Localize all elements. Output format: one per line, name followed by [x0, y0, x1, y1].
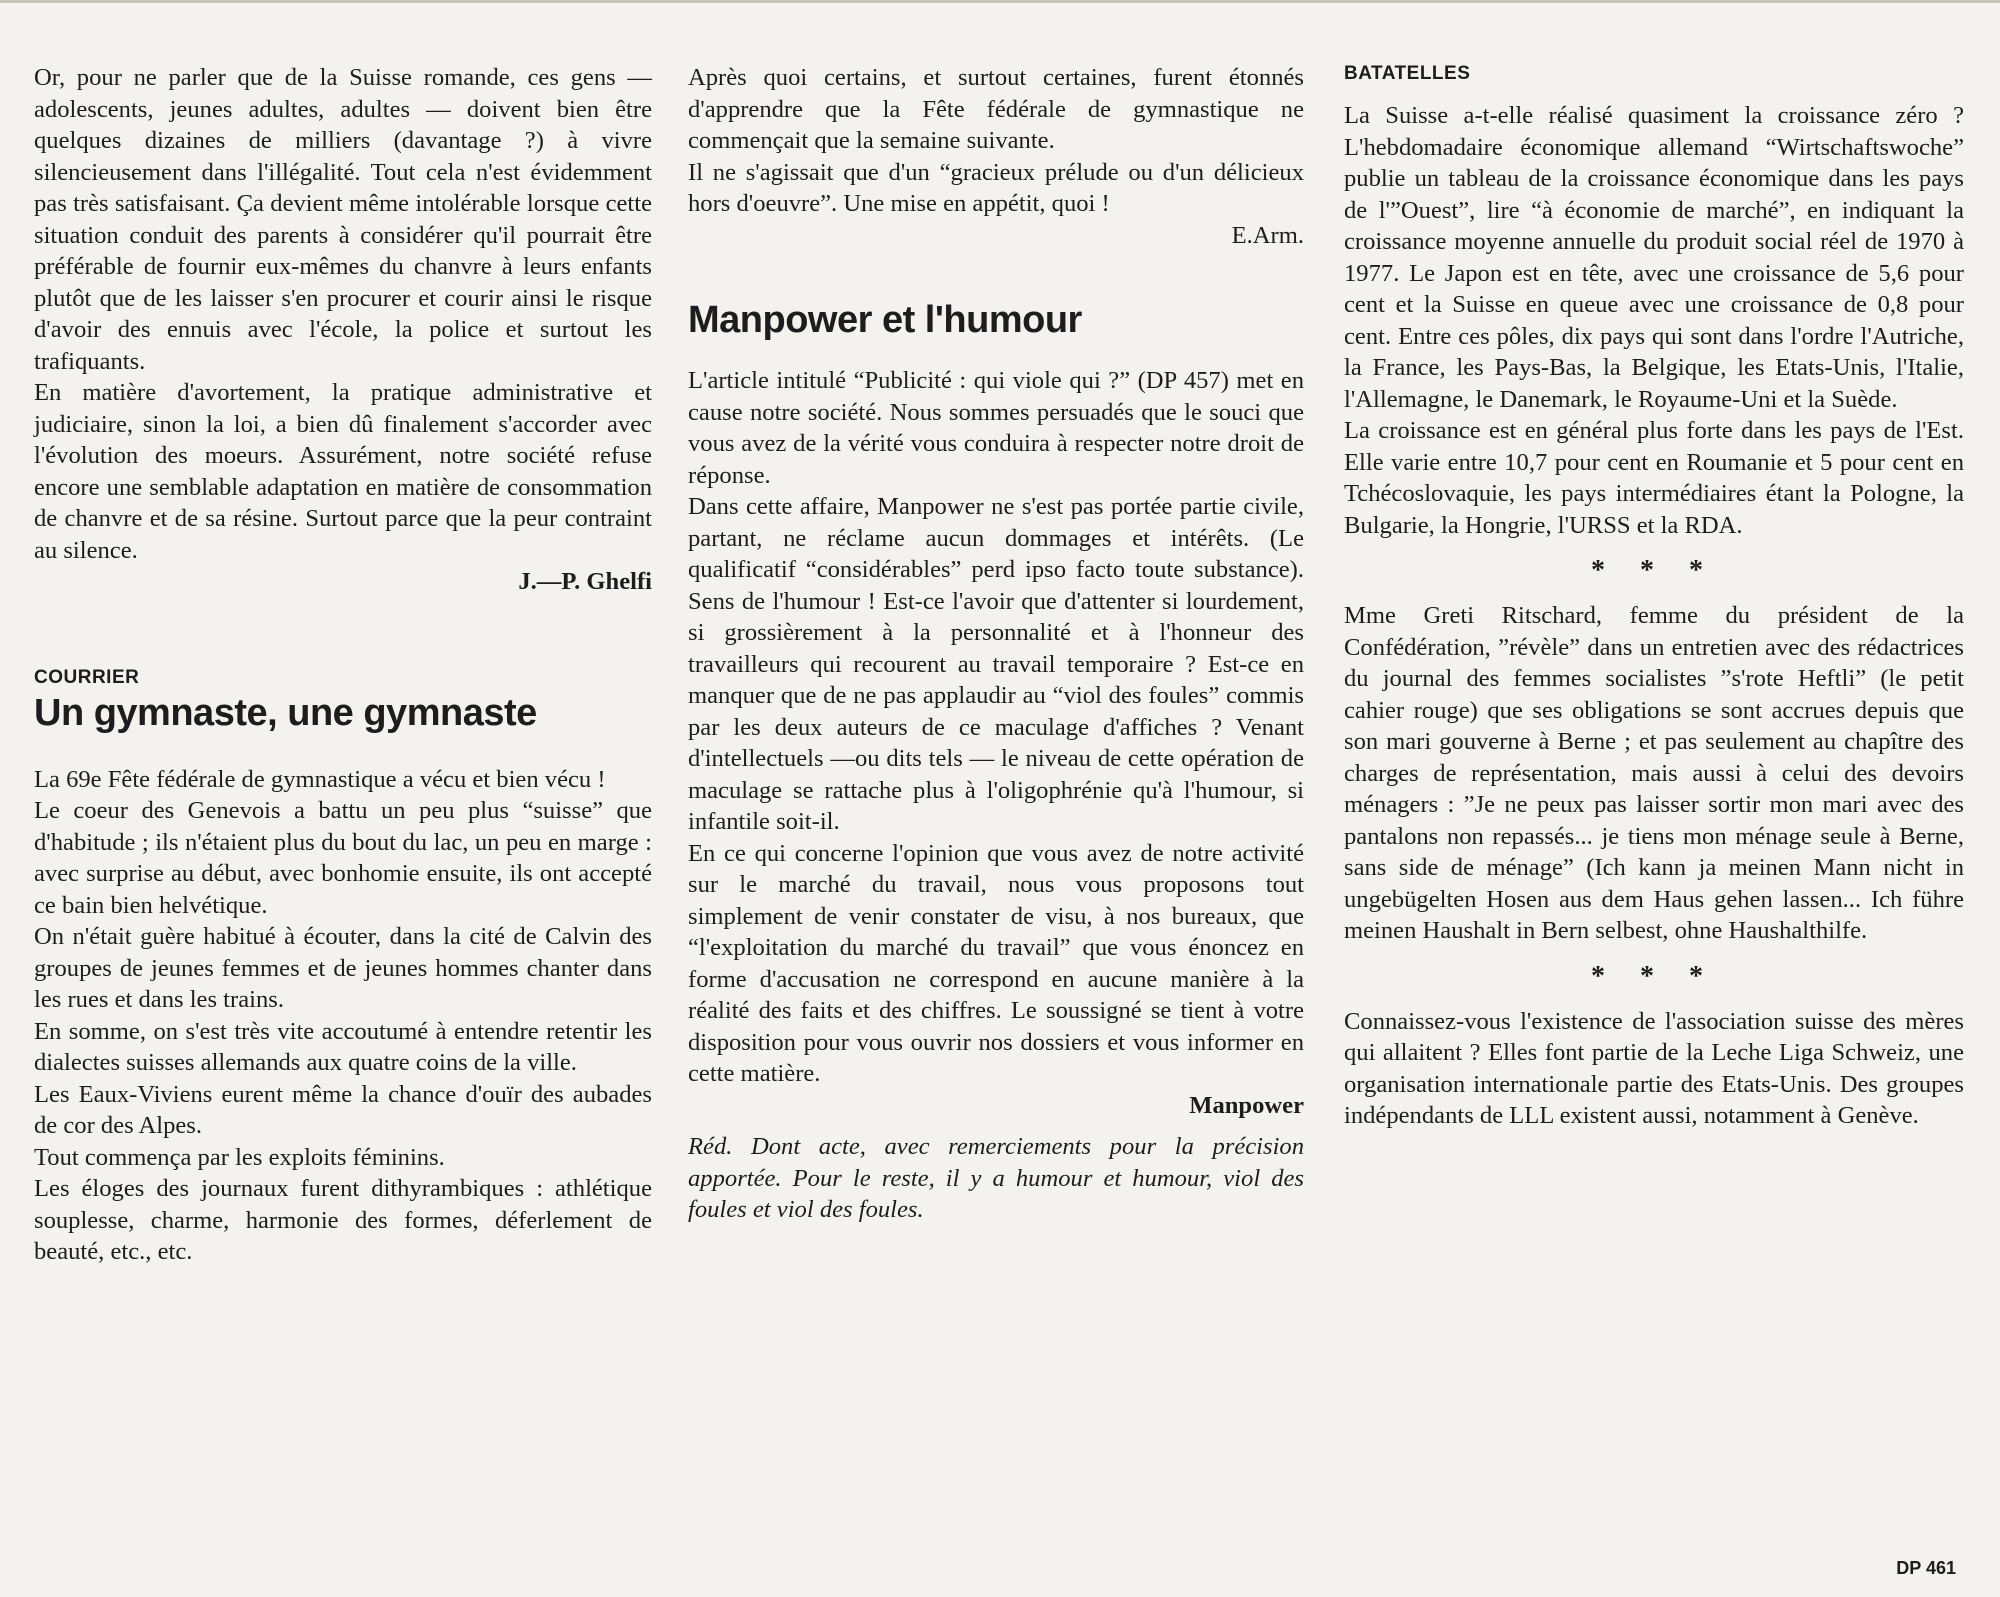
paragraph: L'article intitulé “Publicité : qui viole qui ?” (DP 457) met en cause notre société. Nous sommes persuadés que le souci que vous avez de la vérité vous conduira à respecter notre droit de réponse.: [688, 367, 1304, 489]
signature: Manpower: [1189, 1091, 1304, 1119]
paragraph: Tout commença par les exploits féminins.: [34, 1143, 445, 1171]
paragraph: En ce qui concerne l'opinion que vous avez de notre activité sur le marché du travail, nous vous proposons tout simplement de venir constater de visu, à nos bureaux, que “l'exploitation du marché du travail” que vous énoncez en forme d'accusation ne correspond en aucune manière à la réalité des faits et des chiffres. Le soussigné se tient à votre disposition pour vous ouvrir nos dossiers et vous informer en cette matière.: [688, 839, 1304, 1087]
paragraph: En somme, on s'est très vite accoutumé à entendre retentir les dialectes suisses allemands aux quatre coins de la ville.: [34, 1017, 652, 1076]
section-kicker: BATATELLES: [1344, 63, 1471, 84]
paragraph: Mme Greti Ritschard, femme du président de la Confédération, ”révèle” dans un entretien avec des rédactrices du journal des femmes socialistes ”s'rote Heftli” (le petit cahier rouge) que ses obligations se sont accrues depuis que son mari gouverne à Berne ; et pas seulement au chapître des charges de représentation, mais aussi à celui des devoirs ménagers : ”Je ne peux pas laisser sortir mon mari avec des pantalons non repassés... je tiens mon ménage seule à Berne, sans side de ménage” (Ich kann ja meinen Mann nicht in ungebügelten Hosen aus dem Haus gehen lassen... Ich führe meinen Haushalt in Bern selbest, ohne Haushalthilfe.: [1344, 602, 1964, 944]
paragraph: Or, pour ne parler que de la Suisse romande, ces gens — adolescents, jeunes adultes, adultes — doivent bien être quelques dizaines de milliers (davantage ?) à vivre silencieusement dans l'illégalité. Tout cela n'est évidemment pas très satisfaisant. Ça devient même intolérable lorsque cette situation conduit des parents à considérer qu'il pourrait être préférable de fournir eux-mêmes du chanvre à leurs enfants plutôt que de les laisser s'en procurer et courir ainsi le risque d'avoir des ennuis avec l'école, la police et surtout les trafiquants.: [34, 64, 652, 375]
article-title: Un gymnaste, une gymnaste: [34, 691, 537, 734]
page-top-edge: [0, 0, 2000, 3]
paragraph: Il ne s'agissait que d'un “gracieux prélude ou d'un délicieux hors d'oeuvre”. Une mise en appétit, quoi !: [688, 158, 1304, 217]
column-right: [1344, 62, 1964, 1132]
paragraph: Le coeur des Genevois a battu un peu plus “suisse” que d'habitude ; ils n'étaient plus du bout du lac, un peu en marge : avec surprise au début, avec bonhomie ensuite, ils ont accepté ce bain bien helvétique.: [34, 797, 652, 919]
section-separator: * * *: [1591, 555, 1717, 586]
paragraph: La Suisse a-t-elle réalisé quasiment la croissance zéro ? L'hebdomadaire économique allemand “Wirtschaftswoche” publie un tableau de la croissance économique dans les pays de l'”Ouest”, lire “à économie de marché”, en indiquant la croissance moyenne annuelle du produit social réel de 1970 à 1977. Le Japon est en tête, avec une croissance de 5,6 pour cent et la Suisse en queue avec une croissance de 0,8 pour cent. Entre ces pôles, dix pays qui sont dans l'ordre l'Autriche, la France, les Pays-Bas, la Belgique, les Etats-Unis, l'Italie, l'Allemagne, le Danemark, le Royaume-Uni et la Suède.: [1344, 102, 1964, 413]
column-left: [34, 62, 652, 1268]
signature: E.Arm.: [1231, 221, 1304, 249]
paragraph: En matière d'avortement, la pratique administrative et judiciaire, sinon la loi, a bien dû finalement s'accorder avec l'évolution des moeurs. Assurément, notre société refuse encore une semblable adaptation en matière de consommation de chanvre et de sa résine. Surtout parce que la peur contraint au silence.: [34, 379, 652, 564]
editor-note: Réd. Dont acte, avec remerciements pour la précision apportée. Pour le reste, il y a humour et humour, viol des foules et viol des foules.: [688, 1133, 1304, 1223]
section-separator: * * *: [1591, 960, 1717, 992]
paragraph: Les Eaux-Viviens eurent même la chance d'ouïr des aubades de cor des Alpes.: [34, 1080, 652, 1139]
paragraph: Les éloges des journaux furent dithyrambiques : athlétique souplesse, charme, harmonie des formes, déferlement de beauté, etc., etc.: [34, 1175, 652, 1265]
column-middle: [688, 62, 1304, 1226]
article-title: Manpower et l'humour: [688, 299, 1082, 341]
page-footer-label: DP 461: [1896, 1558, 1956, 1578]
section-kicker: COURRIER: [34, 666, 140, 688]
paragraph: La croissance est en général plus forte dans les pays de l'Est. Elle varie entre 10,7 pour cent en Roumanie et 5 pour cent en Tchécoslovaquie, les pays intermédiaires étant la Pologne, la Bulgarie, la Hongrie, l'URSS et la RDA.: [1344, 417, 1964, 539]
paragraph: Après quoi certains, et surtout certaines, furent étonnés d'apprendre que la Fête fédérale de gymnastique ne commençait que la semaine suivante.: [688, 64, 1304, 154]
signature: J.—P. Ghelfi: [518, 568, 652, 595]
paragraph: La 69e Fête fédérale de gymnastique a vécu et bien vécu !: [34, 765, 606, 793]
paragraph: On n'était guère habitué à écouter, dans la cité de Calvin des groupes de jeunes femmes et de jeunes hommes chanter dans les rues et dans les trains.: [34, 923, 652, 1013]
paragraph: Dans cette affaire, Manpower ne s'est pas portée partie civile, partant, ne réclame aucun dommages et intérêts. (Le qualificatif “considérables” perd ipso facto toute substance). Sens de l'humour ! Est-ce l'avoir que d'attenter si lourdement, si grossièrement à la personnalité et à l'honneur des travailleurs qui recourent au travail temporaire ? Est-ce en manquer que de ne pas applaudir au “viol des foules” commis par les deux auteurs de ce maculage d'affiches ? Venant d'intellectuels —ou dits tels — le niveau de cette opération de maculage se rattache plus à l'oligophrénie qu'à l'humour, si infantile soit-il.: [688, 493, 1304, 835]
paragraph: Connaissez-vous l'existence de l'association suisse des mères qui allaitent ? Elles font partie de la Leche Liga Schweiz, une organisation internationale partie des Etats-Unis. Des groupes indépendants de LLL existent aussi, notamment à Genève.: [1344, 1007, 1964, 1129]
